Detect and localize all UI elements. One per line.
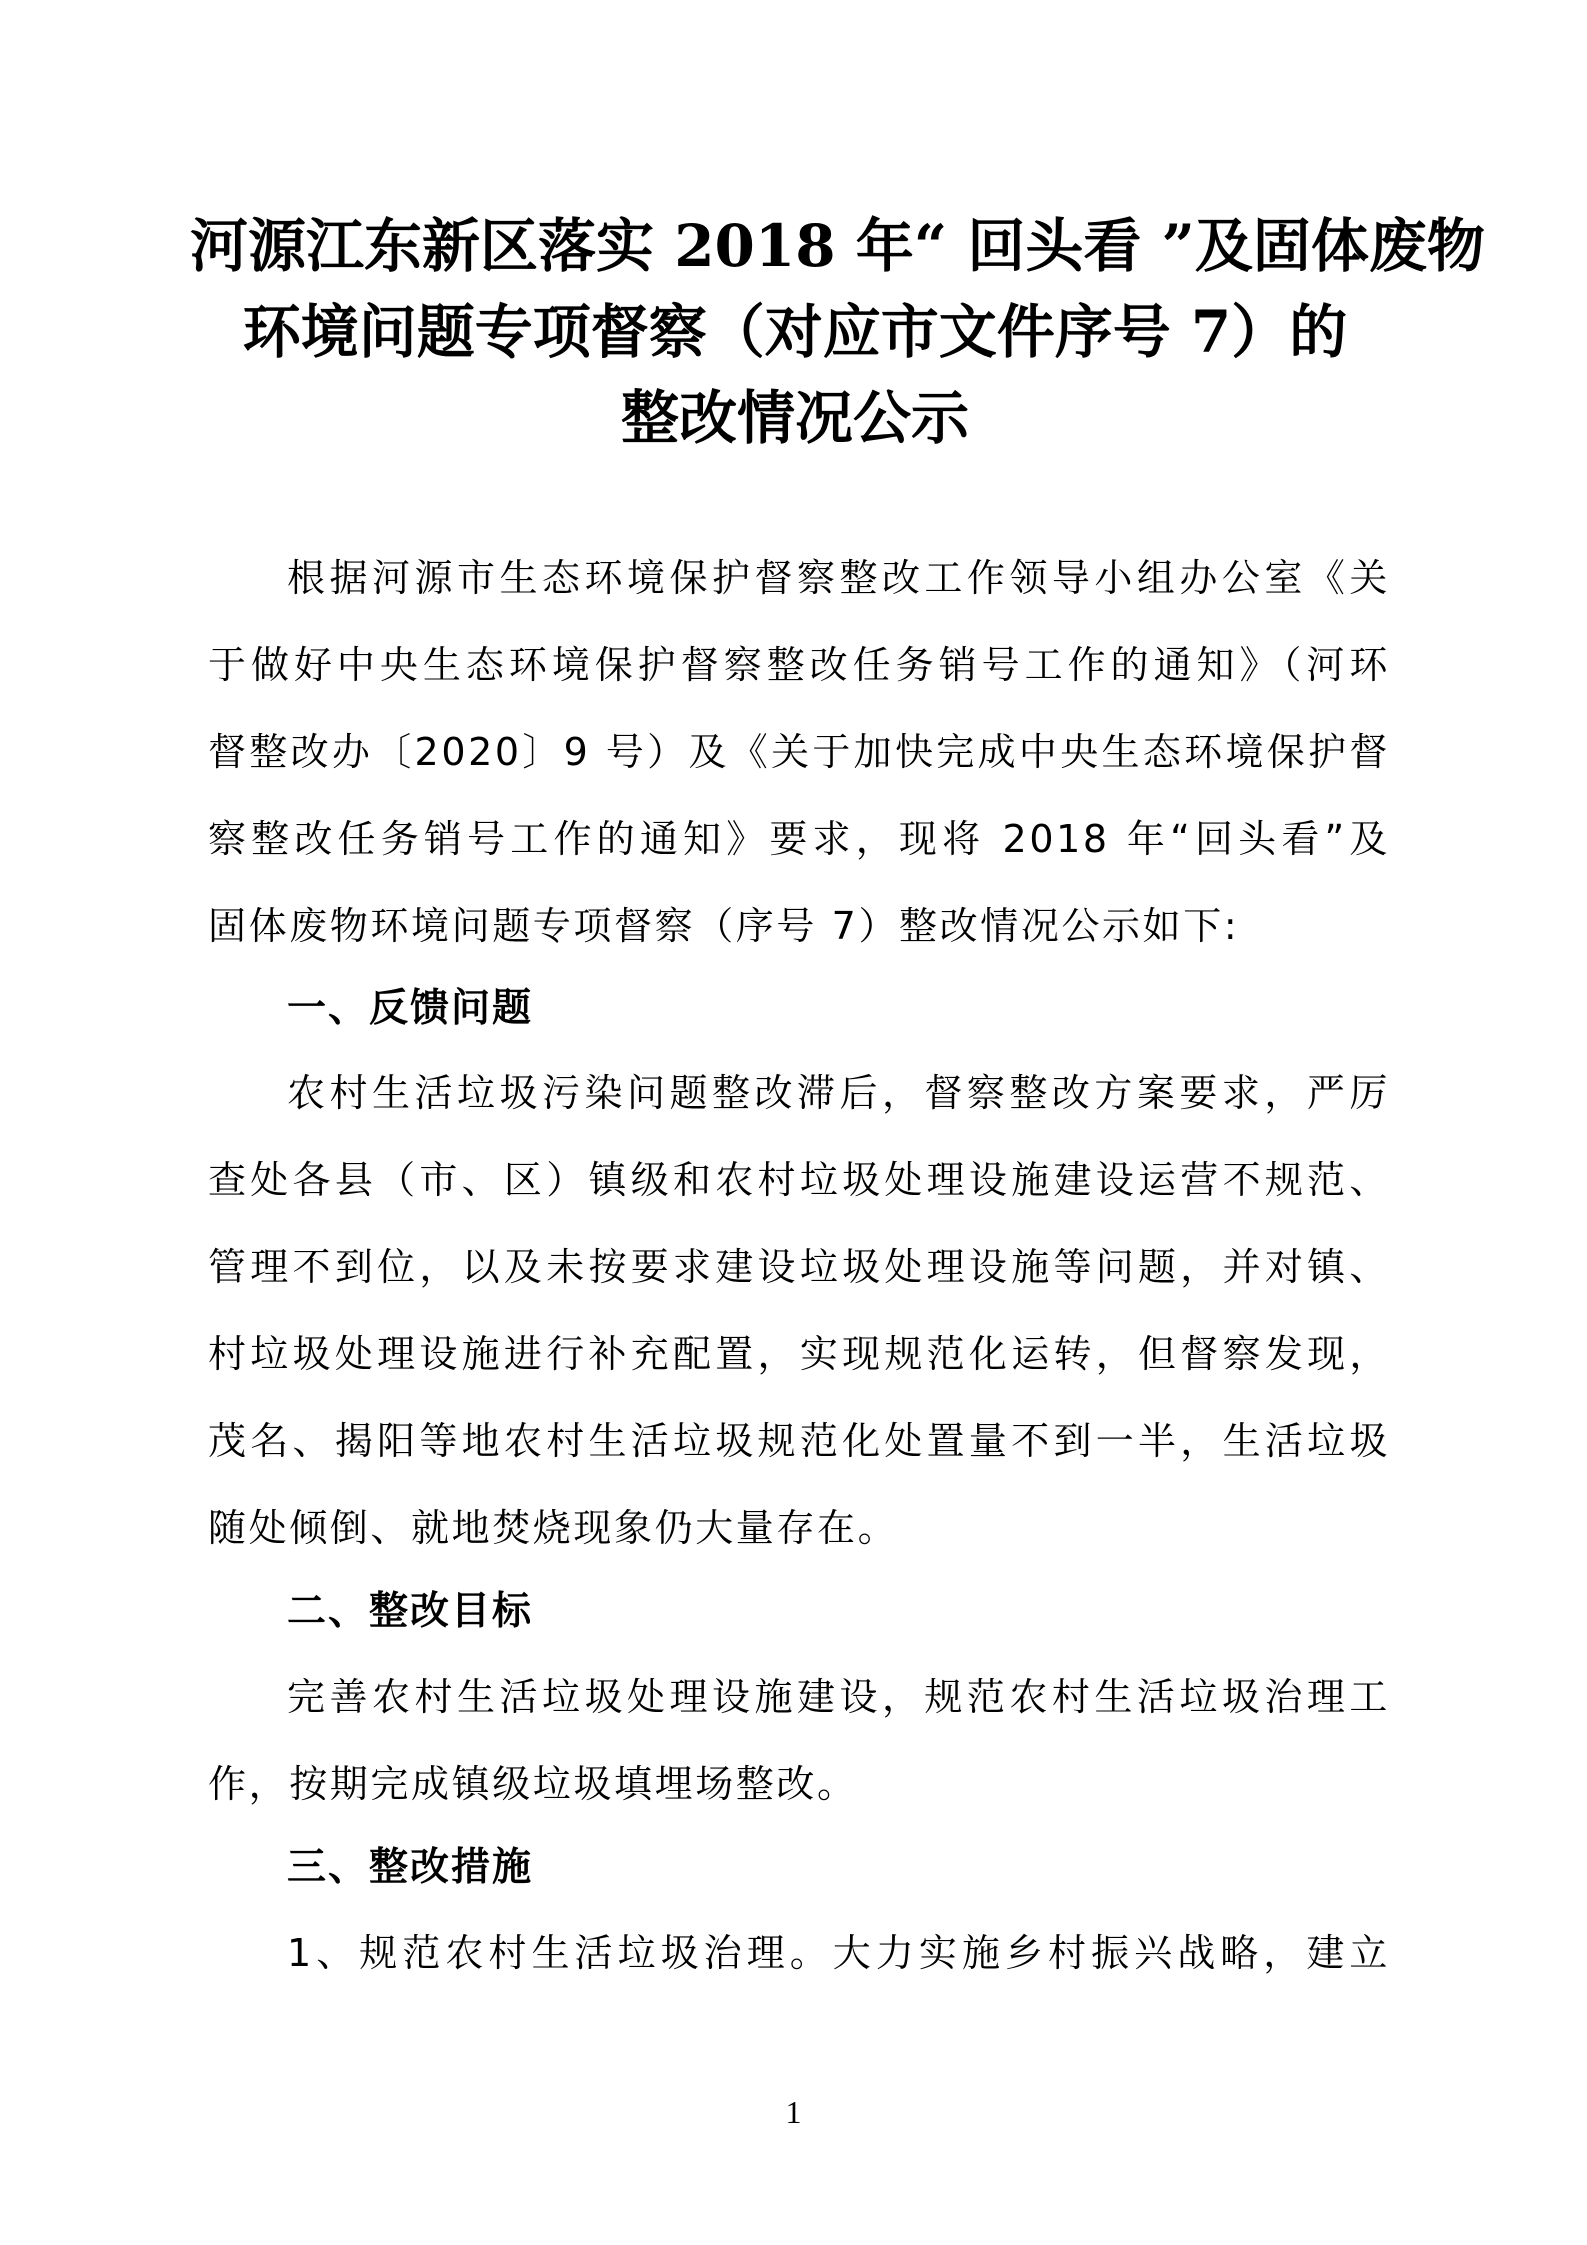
body-line: 农村生活垃圾污染问题整改滞后，督察整改方案要求，严厉 [287, 1071, 1390, 1115]
body-line: 查处各县（市、区）镇级和农村垃圾处理设施建设运营不规范、 [208, 1158, 1390, 1202]
title-line-3: 整改情况公示 [620, 384, 969, 452]
section-heading-goal: 二、整改目标 [287, 1589, 534, 1634]
section-heading-feedback: 一、反馈问题 [287, 986, 534, 1031]
intro-line: 根据河源市生态环境保护督察整改工作领导小组办公室《关 [287, 556, 1390, 600]
intro-line: 于做好中央生态环境保护督察整改任务销号工作的通知》（河环 [208, 643, 1390, 687]
section-heading-measures: 三、整改措施 [287, 1845, 534, 1890]
body-line: 茂名、揭阳等地农村生活垃圾规范化处置量不到一半，生活垃圾 [208, 1419, 1390, 1463]
page-number: 1 [785, 2094, 802, 2130]
body-line: 1、规范农村生活垃圾治理。大力实施乡村振兴战略，建立 [287, 1931, 1390, 1975]
intro-line: 固体废物环境问题专项督察（序号 7）整改情况公示如下: [208, 904, 1240, 948]
body-line: 村垃圾处理设施进行补充配置，实现规范化运转，但督察发现， [208, 1332, 1390, 1376]
document-title [190, 203, 1485, 461]
body-line: 随处倾倒、就地焚烧现象仍大量存在。 [208, 1506, 899, 1550]
intro-line: 督整改办〔2020〕9 号）及《关于加快完成中央生态环境保护督 [208, 730, 1390, 774]
body-line: 管理不到位，以及未按要求建设垃圾处理设施等问题，并对镇、 [208, 1245, 1390, 1289]
intro-line: 察整改任务销号工作的通知》要求，现将 2018 年“回头看”及 [208, 817, 1390, 861]
body-line: 作，按期完成镇级垃圾填埋场整改。 [208, 1762, 858, 1806]
body-line: 完善农村生活垃圾处理设施建设，规范农村生活垃圾治理工 [287, 1675, 1390, 1719]
title-line-1: 河源江东新区落实 2018 年“ 回头看 ”及固体废物 [190, 212, 1485, 280]
title-line-2: 环境问题专项督察（对应市文件序号 7）的 [242, 298, 1348, 366]
